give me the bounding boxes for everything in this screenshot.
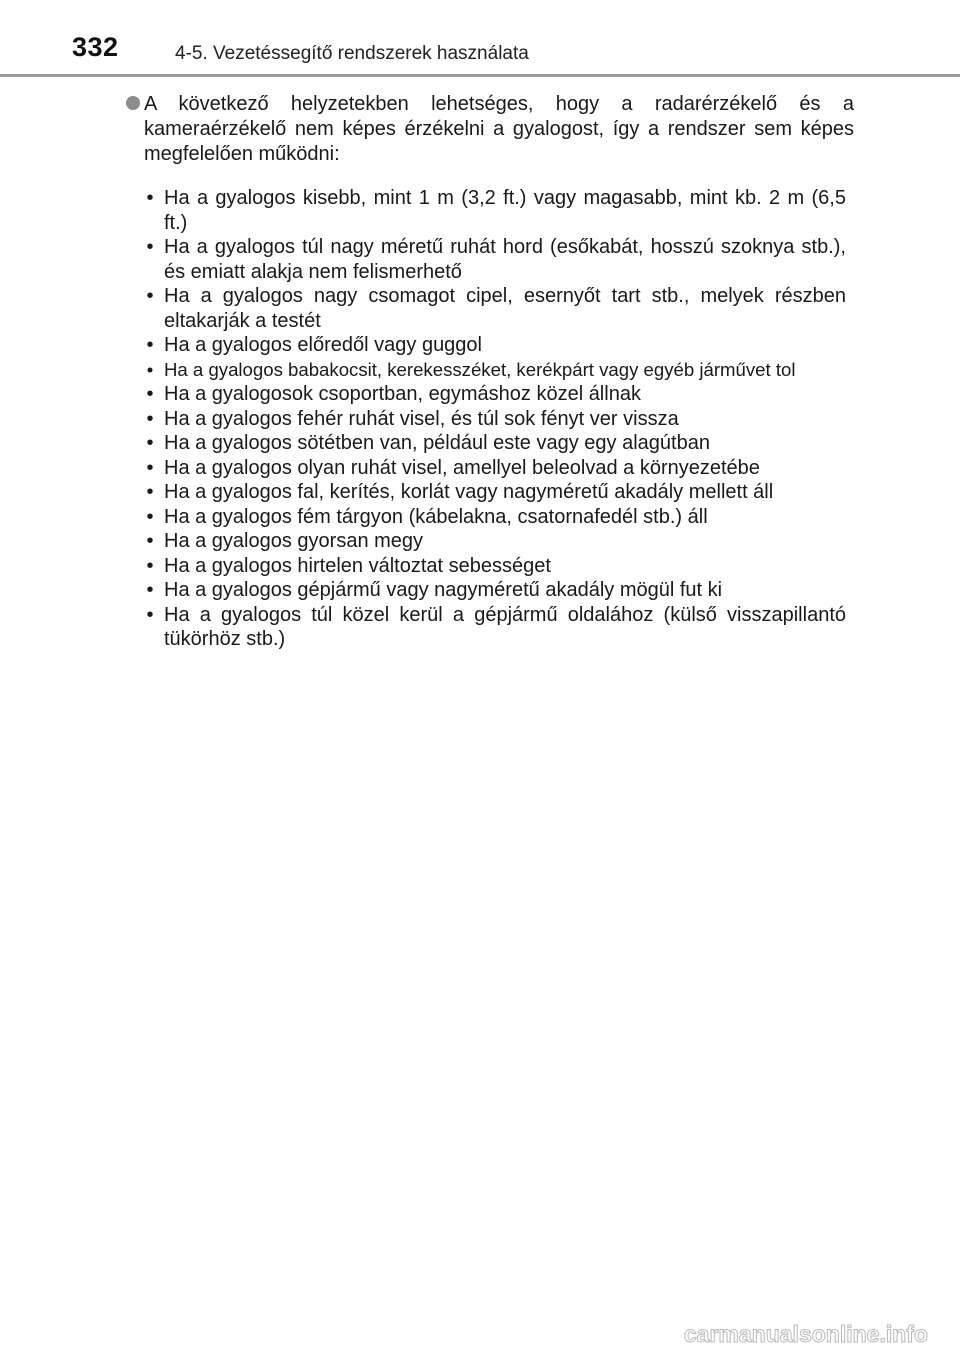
list-item-text: Ha a gyalogos előredől vagy guggol bbox=[164, 334, 482, 356]
bullet-dot-icon: • bbox=[146, 285, 154, 307]
list-item-text: Ha a gyalogos gyorsan megy bbox=[164, 530, 424, 552]
bullet-dot-icon: • bbox=[146, 383, 154, 405]
condition-list bbox=[0, 186, 960, 652]
bullet-dot-icon: • bbox=[146, 505, 154, 528]
list-item bbox=[146, 333, 846, 358]
page-number: 332 bbox=[72, 32, 119, 62]
list-item-text: Ha a gyalogos olyan ruhát visel, amellyel beleolvad a környezetébe bbox=[164, 456, 760, 479]
bullet-dot-icon: • bbox=[146, 456, 154, 479]
page-header bbox=[0, 0, 960, 78]
list-item bbox=[146, 407, 846, 432]
list-item bbox=[146, 235, 846, 284]
list-item-text: Ha a gyalogosok csoportban, egymáshoz közel állnak bbox=[164, 383, 641, 405]
list-item-text: Ha a gyalogos túl nagy méretű ruhát hord (esőkabát, hosszú szoknya stb.), és emiatt alakja nem felismerhető bbox=[164, 236, 846, 283]
list-item bbox=[146, 382, 846, 407]
list-item-text: Ha a gyalogos hirtelen változtat sebességet bbox=[164, 554, 551, 577]
watermark bbox=[600, 1322, 930, 1348]
list-item bbox=[146, 456, 846, 481]
list-item bbox=[146, 431, 846, 456]
bullet-dot-icon: • bbox=[146, 407, 154, 430]
list-item-text: Ha a gyalogos fém tárgyon (kábelakna, csatornafedél stb.) áll bbox=[164, 505, 708, 528]
list-item bbox=[146, 186, 846, 235]
list-item bbox=[146, 529, 846, 554]
circle-bullet-icon bbox=[126, 96, 140, 110]
bullet-dot-icon: • bbox=[146, 187, 154, 209]
bullet-dot-icon: • bbox=[146, 530, 154, 552]
main-content bbox=[0, 92, 960, 652]
list-item bbox=[146, 358, 846, 383]
list-item bbox=[146, 554, 846, 579]
list-item-text: Ha a gyalogos sötétben van, például este vagy egy alagútban bbox=[164, 432, 710, 454]
list-item-text: Ha a gyalogos fehér ruhát visel, és túl sok fényt ver vissza bbox=[164, 407, 679, 430]
bullet-dot-icon: • bbox=[146, 579, 154, 601]
list-item-text: Ha a gyalogos kisebb, mint 1 m (3,2 ft.) vagy magasabb, mint kb. 2 m (6,5 ft.) bbox=[164, 187, 846, 234]
bullet-dot-icon: • bbox=[146, 603, 154, 626]
list-item bbox=[146, 505, 846, 530]
intro-text: A következő helyzetekben lehetséges, hogy a radarérzékelő és a kameraérzékelő nem képes érzékelni a gyalogost, így a rendszer sem képes megfelelően működni: bbox=[144, 93, 854, 165]
bullet-dot-icon: • bbox=[146, 432, 154, 454]
list-item bbox=[146, 578, 846, 603]
list-item-text: Ha a gyalogos gépjármű vagy nagyméretű akadály mögül fut ki bbox=[164, 579, 723, 601]
bullet-dot-icon: • bbox=[146, 554, 154, 577]
list-item bbox=[146, 480, 846, 505]
list-item-text: Ha a gyalogos babakocsit, kerekesszéket, kerékpárt vagy egyéb járművet tol bbox=[164, 358, 796, 380]
bullet-dot-icon: • bbox=[146, 358, 154, 380]
list-item-text: Ha a gyalogos nagy csomagot cipel, esernyőt tart stb., melyek részben eltakarják a testét bbox=[164, 285, 846, 332]
intro-paragraph bbox=[144, 92, 854, 167]
header-divider bbox=[0, 74, 960, 77]
section-title: 4-5. Vezetéssegítő rendszerek használata bbox=[175, 43, 529, 64]
bullet-dot-icon: • bbox=[146, 481, 154, 503]
watermark-text: carmanualsonline.info bbox=[683, 1322, 928, 1347]
list-item bbox=[146, 603, 846, 652]
bullet-dot-icon: • bbox=[146, 236, 154, 258]
bullet-dot-icon: • bbox=[146, 334, 154, 356]
list-item bbox=[146, 284, 846, 333]
list-item-text: Ha a gyalogos fal, kerítés, korlát vagy nagyméretű akadály mellett áll bbox=[164, 481, 774, 503]
list-item-text: Ha a gyalogos túl közel kerül a gépjármű oldalához (külső visszapillantó tükörhöz stb.) bbox=[164, 603, 846, 650]
